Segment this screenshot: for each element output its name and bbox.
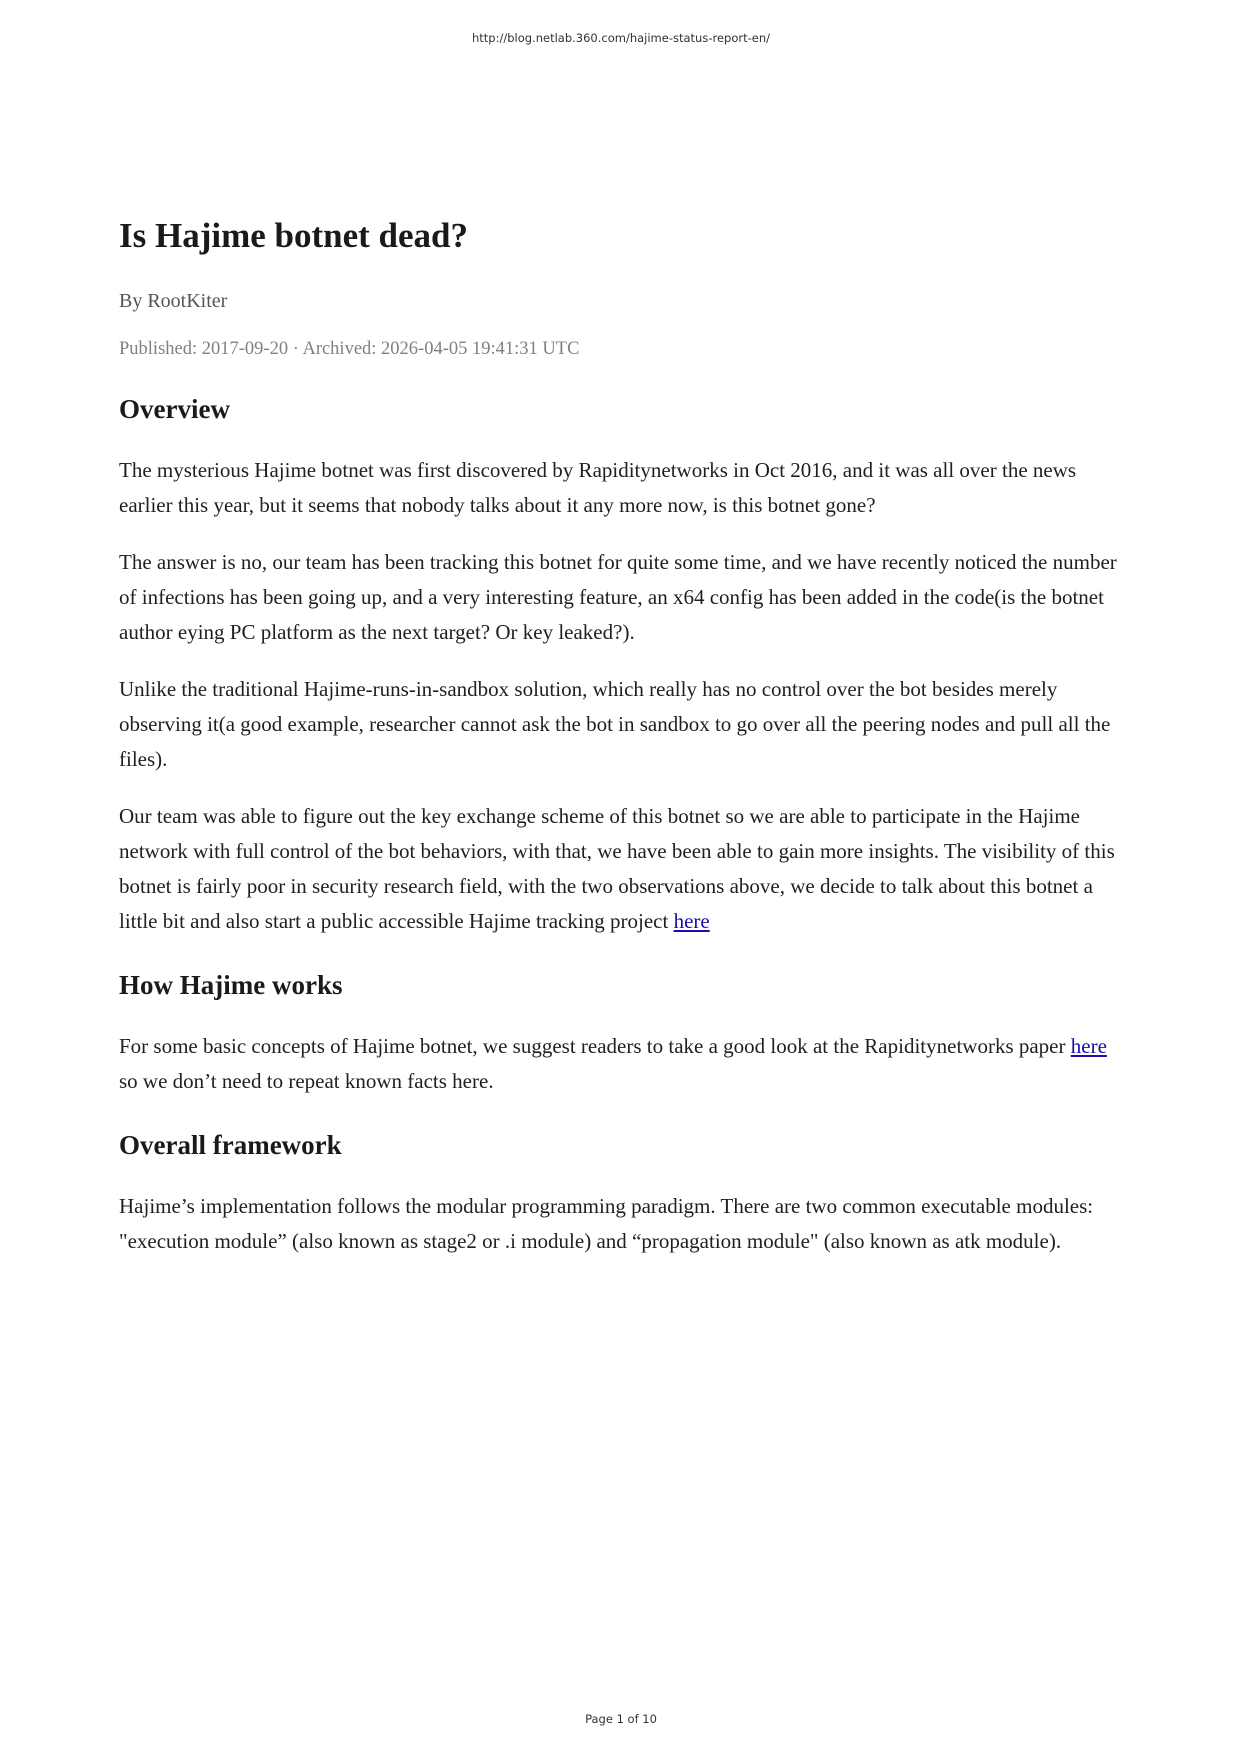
overview-paragraph-4 <box>119 799 1129 939</box>
article <box>119 214 1129 1259</box>
heading-how-hajime-works: How Hajime works <box>119 970 343 1000</box>
tracking-project-link[interactable]: here <box>673 909 710 933</box>
article-title: Is Hajime botnet dead? <box>119 216 469 255</box>
how-works-paragraph <box>119 1029 1129 1099</box>
heading-overall-framework: Overall framework <box>119 1130 342 1160</box>
author-byline: By RootKiter <box>119 290 228 312</box>
publish-archive-dates: Published: 2017-09-20 · Archived: 2026-04-05 19:41:31 UTC <box>119 339 580 359</box>
framework-paragraph: Hajime’s implementation follows the modular programming paradigm. There are two common executable modules: "execution module” (also known as stage2 or .i module) and “propagation module" (also known as atk module). <box>119 1194 1094 1253</box>
overview-paragraph-1: The mysterious Hajime botnet was first discovered by Rapiditynetworks in Oct 2016, and it was all over the news earlier this year, but it seems that nobody talks about it any more now, is this botnet gone? <box>119 458 1077 517</box>
rapiditynetworks-paper-link[interactable]: here <box>1070 1034 1107 1058</box>
page-number: Page 1 of 10 <box>585 1712 657 1726</box>
heading-overview: Overview <box>119 394 230 424</box>
overview-paragraph-4-text: Our team was able to figure out the key exchange scheme of this botnet so we are able to participate in the Hajime network with full control of the bot behaviors, with that, we have been able to gain more insights. The visibility of this botnet is fairly poor in security research field, with the two observations above, we decide to talk about this botnet a little bit and also start a public accessible Hajime tracking project <box>119 804 1115 933</box>
overview-paragraph-2: The answer is no, our team has been tracking this botnet for quite some time, and we have recently noticed the number of infections has been going up, and a very interesting feature, an x64 config has been added in the code(is the botnet author eying PC platform as the next target? Or key leaked?). <box>119 550 1117 644</box>
how-works-text: For some basic concepts of Hajime botnet, we suggest readers to take a good look at the Rapiditynetworks paper <box>119 1034 1071 1058</box>
page-url: http://blog.netlab.360.com/hajime-status-report-en/ <box>472 31 770 45</box>
overview-paragraph-3: Unlike the traditional Hajime-runs-in-sandbox solution, which really has no control over the bot besides merely observing it(a good example, researcher cannot ask the bot in sandbox to go over all the peering nodes and pull all the files). <box>119 677 1111 771</box>
how-works-tail: so we don’t need to repeat known facts here. <box>119 1069 494 1093</box>
